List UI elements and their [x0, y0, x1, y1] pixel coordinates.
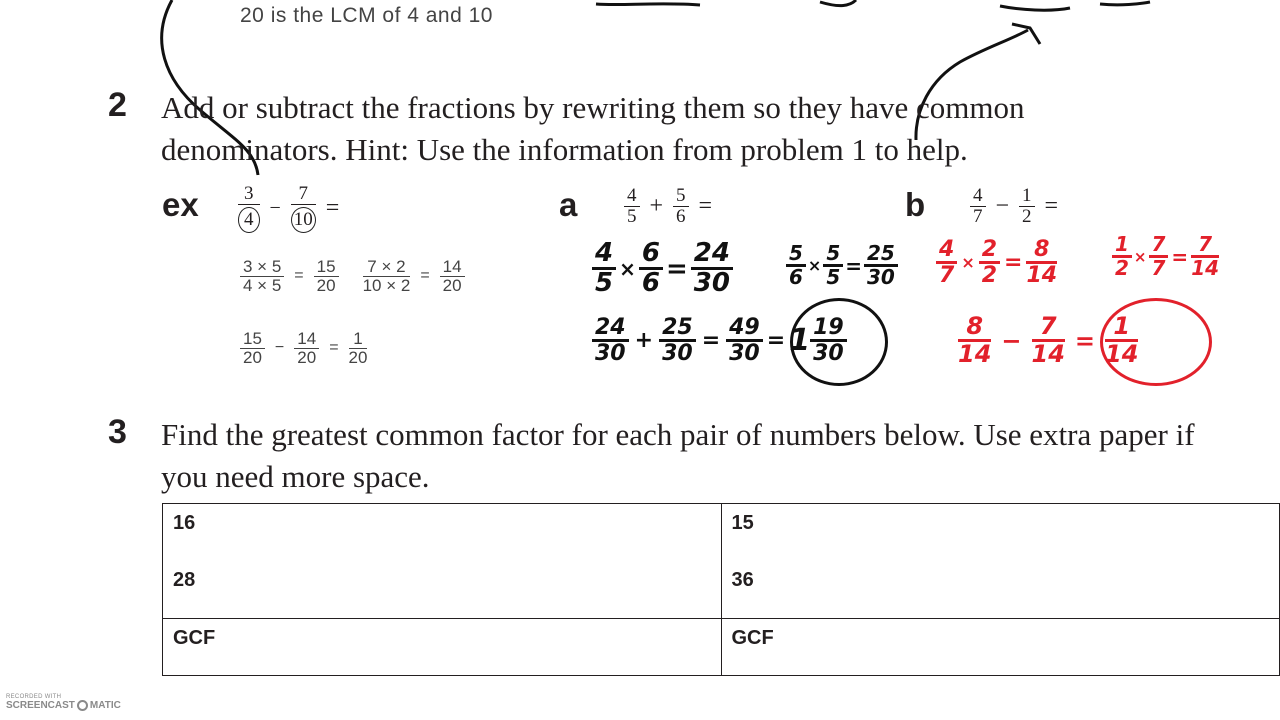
- example-fraction-2: $\frac{7}{10}$: [291, 184, 316, 233]
- pair-right-second: 36: [731, 569, 754, 591]
- part-b-work-3: $\frac{8}{14}$ − $\frac{7}{14}$ = $\frac{1}{14}$: [958, 312, 1139, 369]
- part-a-work-3: $\frac{24}{30}$ + $\frac{25}{30}$ = $\frac{49}{30}$ = 1 $\frac{19}{30}$: [592, 316, 847, 365]
- problem-3-prompt-line1: Find the greatest common factor for each pair of numbers below. Use extra paper if: [161, 417, 1195, 452]
- example-step-1: $\frac{3 \times 5}{4 \times 5}$ = $\frac{15}{20}$ $\frac{7 \times 2}{10 \times 2}$ = $\frac{14}{20}$: [240, 258, 465, 295]
- top-scribble: [596, 0, 1150, 10]
- gcf-right-cell[interactable]: [721, 619, 1280, 676]
- part-a-work-1: $\frac{4}{5}$ × $\frac{6}{6}$ = $\frac{24}{30}$: [592, 240, 733, 298]
- part-a-label: a: [559, 186, 578, 223]
- part-b-label: b: [905, 186, 926, 223]
- circled-denominator-2: 10: [291, 207, 316, 233]
- problem-2-prompt: [161, 87, 1024, 171]
- part-a-problem: $\frac{4}{5}$ + $\frac{5}{6}$ =: [624, 186, 722, 227]
- gcf-table: [162, 503, 1280, 676]
- example-problem: $\frac{3}{4}$ − $\frac{7}{10}$ =: [238, 184, 349, 233]
- part-a-answer-circle: [790, 298, 888, 386]
- problem-2-number: 2: [108, 86, 127, 124]
- part-a-work-2: $\frac{5}{6}$ × $\frac{5}{5}$ = $\frac{25}{30}$: [786, 243, 898, 288]
- part-b-work-2: $\frac{1}{2}$ × $\frac{7}{7}$ = $\frac{7}{14}$: [1112, 234, 1219, 279]
- problem-3-prompt-line2: you need more space.: [161, 459, 430, 494]
- pair-left-second: 28: [173, 569, 196, 591]
- problem-2-prompt-line2: denominators. Hint: Use the information from problem 1 to help.: [161, 132, 968, 167]
- problem-3-number: 3: [108, 413, 127, 451]
- part-b-work-1: $\frac{4}{7}$ × $\frac{2}{2}$ = $\frac{8}{14}$: [936, 238, 1057, 287]
- part-b-answer-circle: [1100, 298, 1212, 386]
- circled-denominator-1: 4: [238, 207, 260, 233]
- example-step-2: $\frac{15}{20}$ − $\frac{14}{20}$ = $\frac{1}{20}$: [240, 330, 367, 367]
- problem-2-prompt-line1: Add or subtract the fractions by rewriting them so they have common: [161, 90, 1025, 125]
- pair-left-first: 16: [173, 512, 196, 534]
- screencast-logo-icon: [77, 700, 88, 711]
- part-b-problem: $\frac{4}{7}$ − $\frac{1}{2}$ =: [970, 186, 1068, 227]
- problem-3-prompt: [161, 414, 1195, 498]
- example-fraction-1: $\frac{3}{4}$: [238, 184, 260, 233]
- gcf-right-label: GCF: [731, 627, 774, 649]
- gcf-left-label: GCF: [173, 627, 216, 649]
- screencast-watermark: [6, 694, 121, 711]
- pair-right-cell: [721, 504, 1280, 619]
- pair-left-cell: [163, 504, 722, 619]
- example-label: ex: [162, 186, 199, 223]
- watermark-brand-right: MATIC: [89, 700, 121, 711]
- pair-right-first: 15: [731, 512, 754, 534]
- gcf-left-cell[interactable]: [163, 619, 722, 676]
- watermark-recorded-text: RECORDED WITH: [6, 694, 62, 700]
- lcm-note: 20 is the LCM of 4 and 10: [240, 4, 493, 27]
- watermark-brand-left: SCREENCAST: [6, 700, 75, 711]
- table-row: [163, 619, 1280, 676]
- table-row: [163, 504, 1280, 619]
- arrow-head-right: [1012, 24, 1040, 44]
